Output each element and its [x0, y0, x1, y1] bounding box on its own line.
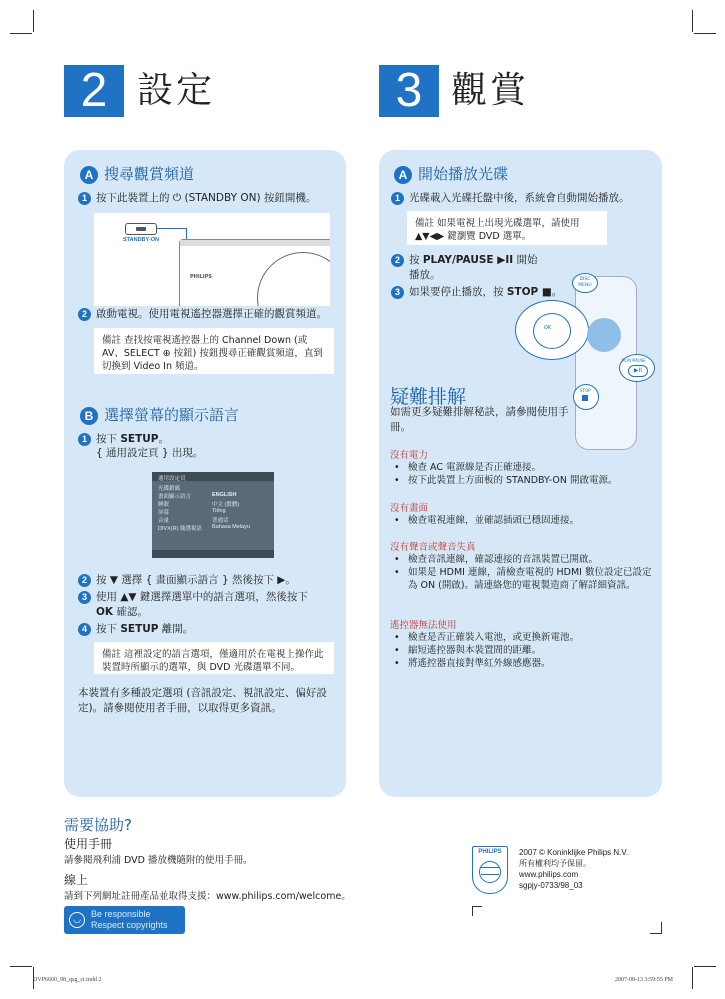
trouble-list-power [390, 461, 655, 487]
menu-header: 通用設定頁 [158, 476, 186, 482]
list-item: • 按下此裝置上方面板的 STANDBY-ON 開啟電源。 [390, 474, 655, 487]
list-item: • 縮短遙控器與本裝置間的距離。 [390, 644, 655, 657]
play-pause-icon: ▶II [628, 365, 648, 377]
step-text: 使用 ▲▼ 鍵選擇選單中的語言選項，然後按下 [96, 591, 308, 603]
crop-mark [692, 10, 693, 32]
trouble-group-title: 沒有畫面 [390, 503, 429, 514]
key-label: SETUP [120, 433, 159, 445]
menu-row-value: 中文 (繁體) [212, 502, 240, 508]
section-number-3: 3 [379, 65, 439, 117]
menu-row-label: 音量 [158, 518, 170, 524]
standby-button-icon [125, 223, 157, 235]
list-item: • 檢查 AC 電源線是否正確連接。 [390, 461, 655, 474]
crop-mark [694, 966, 716, 967]
corner-mark [472, 906, 482, 907]
setup-note-channel: 備註 查找按電視遙控器上的 Channel Down (或 AV、SELECT ⊕ 按鈕) 按鈕搜尋正確觀賞頻道，直到切換到 Video In 頻道。 [94, 328, 334, 374]
manual-text: 請參閱飛利浦 DVD 播放機隨附的使用手冊。 [64, 855, 253, 866]
help-title: 需要協助? [64, 816, 132, 834]
crop-mark [10, 966, 32, 967]
section-title-setup: 設定 [137, 70, 216, 111]
step-text: 按下 [96, 433, 121, 445]
step-text: 按 [409, 254, 423, 266]
step-text: 離開。 [158, 623, 194, 635]
key-label: STOP ■ [506, 286, 552, 298]
badge-line-1: Be responsible [91, 909, 151, 919]
brand-line: sgpjy-0733/98_03 [519, 881, 583, 890]
logo-text: PHILIPS [478, 849, 502, 855]
step-text: 確認。 [113, 606, 148, 618]
trouble-list-sound [390, 553, 655, 592]
menu-row-value: 普通话 [212, 518, 229, 524]
brand-line: 2007 © Koninklijke Philips N.V. [519, 848, 629, 857]
step-a-title: 搜尋觀賞頻道 [104, 165, 195, 183]
stop-label: STOP [580, 388, 591, 393]
brand-line: www.philips.com [519, 870, 579, 879]
trouble-list-remote [390, 631, 655, 670]
setup-step-1 [78, 191, 340, 206]
menu-row-label: 畫面顯示語言 [158, 494, 192, 500]
ok-label: OK [544, 325, 552, 331]
letter-badge: A [394, 166, 412, 184]
step-number: 3 [78, 591, 91, 604]
step-number: 3 [391, 286, 404, 299]
printer-date: 2007-08-13 3:59:55 PM [615, 977, 674, 983]
watch-step-1 [391, 191, 656, 206]
setup-step-1-text: 按下此裝置上的 ⏻ (STANDBY ON) 按鈕開機。 [96, 192, 317, 204]
printer-file: DVP6600_98_qsg_ct.indd 2 [33, 977, 102, 983]
remote-nav-ring [587, 318, 621, 352]
menu-row-value: Tiếng [212, 508, 226, 514]
key-label: PLAY/PAUSE ▶II [422, 254, 514, 266]
section-title-watch: 觀賞 [451, 70, 530, 111]
list-item: • 如果是 HDMI 連線，請檢查電視的 HDMI 數位設定已設定為 ON (開啟)。請連絡您的電視製造商了解詳細資訊。 [390, 566, 655, 592]
watch-step-2 [391, 253, 551, 268]
online-text: 請到下列網址註冊產品並取得支援：www.philips.com/welcome。 [64, 891, 351, 902]
menu-row-label: 屏幕 [158, 510, 170, 516]
setup-note-language: 備註 這裡設定的語言選項，僅適用於在電視上操作此裝置時所顯示的選單，與 DVD 光碟選單不同。 [94, 642, 334, 674]
troubleshooting-title: 疑難排解 [390, 386, 467, 408]
step-number: 1 [78, 192, 91, 205]
key-label: OK [96, 606, 114, 618]
step-text: 光碟載入光碟托盤中後，系統會自動開始播放。 [409, 192, 630, 204]
online-title: 線上 [64, 873, 89, 887]
letter-badge: B [80, 407, 98, 425]
setup-b-step-1-line2: { 通用設定頁 } 出現。 [96, 447, 204, 459]
corner-mark [650, 933, 662, 934]
philips-shield-logo [472, 846, 508, 894]
disc-menu-button-zoom: DISC MENU [572, 273, 598, 293]
corner-mark [472, 906, 473, 916]
step-text: 開始 [513, 254, 538, 266]
trouble-list-picture [390, 514, 655, 527]
step-number: 2 [391, 254, 404, 267]
troubleshooting-intro: 如需更多疑難排解秘訣，請參閱使用手冊。 [390, 406, 569, 433]
step-text: 按 ▼ 選擇 { 畫面顯示語言 } 然後按下 ▶。 [96, 574, 296, 586]
step-b-header [80, 404, 239, 425]
step-text: 。 [551, 286, 563, 298]
step-number: 1 [391, 192, 404, 205]
setup-b-step-1 [78, 432, 340, 447]
watch-a-header [394, 163, 508, 184]
setup-step-2-text: 啟動電視。使用電視遙控器選擇正確的觀賞頻道。 [96, 308, 327, 320]
letter-badge: A [80, 166, 98, 184]
crop-mark [33, 10, 34, 32]
manual-title: 使用手冊 [64, 837, 113, 851]
smile-icon: ◡ [69, 912, 85, 928]
device-illustration [94, 213, 330, 306]
menu-row-value: Bahasa Melayu [212, 524, 250, 530]
stop-icon [582, 395, 588, 401]
step-number: 2 [78, 308, 91, 321]
step-b-title: 選擇螢幕的顯示語言 [104, 406, 240, 424]
crop-mark [10, 33, 32, 34]
step-text: 如果要停止播放，按 [409, 286, 507, 298]
setup-b-step-3 [78, 590, 340, 620]
trouble-group-title: 沒有聲音或聲音失真 [390, 542, 476, 553]
menu-row-label: 光碟鎖碼 [158, 486, 181, 492]
play-pause-button-zoom [619, 354, 655, 382]
watch-note: 備註 如果電視上出現光碟選單，請使用 ▲▼◀▶ 鍵瀏覽 DVD 選單。 [407, 211, 607, 245]
step-text: 。 [158, 433, 169, 445]
menu-row-value: ENGLISH [212, 492, 237, 498]
brand-line: 所有權利均予保留。 [519, 859, 591, 868]
dvd-player-icon [179, 239, 330, 306]
setup-b-step-2 [78, 573, 340, 588]
nav-pad-zoom [515, 300, 589, 360]
step-a-header [80, 163, 194, 184]
step-number: 1 [78, 433, 91, 446]
trouble-group-title: 遙控器無法使用 [390, 620, 457, 631]
brand-info [519, 847, 628, 891]
step-text: 按下 [96, 623, 121, 635]
trouble-group-title: 沒有電力 [390, 450, 429, 461]
list-item: • 將遙控器直接對準紅外線感應器。 [390, 657, 655, 670]
setup-step-2 [78, 307, 340, 322]
key-label: SETUP [120, 623, 159, 635]
section-number-2: 2 [64, 65, 124, 117]
watch-step-2-line2: 播放。 [409, 269, 441, 281]
list-item: • 檢查音訊連線，確認連接的音訊裝置已開啟。 [390, 553, 655, 566]
list-item: • 檢查是否正確裝入電池，或更換新電池。 [390, 631, 655, 644]
watch-a-title: 開始播放光碟 [418, 165, 509, 183]
crop-mark [692, 967, 693, 989]
badge-line-2: Respect copyrights [91, 920, 168, 930]
copyright-badge [64, 906, 185, 934]
play-pause-label: PLAY/PAUSE [622, 358, 646, 363]
list-item: • 檢查電視連線，並確認插頭已穩固連接。 [390, 514, 655, 527]
stop-button-zoom [573, 384, 599, 410]
step-number: 2 [78, 574, 91, 587]
menu-row-label: 睡眠 [158, 502, 170, 508]
setup-footer-text: 本裝置有多種設定選項 (音訊設定、視訊設定、偏好設定)。請參閱使用者手冊，以取得更多資訊。 [78, 687, 327, 714]
device-brand: PHILIPS [190, 274, 213, 280]
menu-row-label: DIVX(R) 隨選視訊 [158, 526, 203, 532]
standby-label: STANDBY-ON [123, 237, 159, 243]
crop-mark [694, 33, 716, 34]
setup-b-step-4 [78, 622, 340, 637]
step-number: 4 [78, 623, 91, 636]
setup-menu-screenshot [152, 472, 274, 558]
